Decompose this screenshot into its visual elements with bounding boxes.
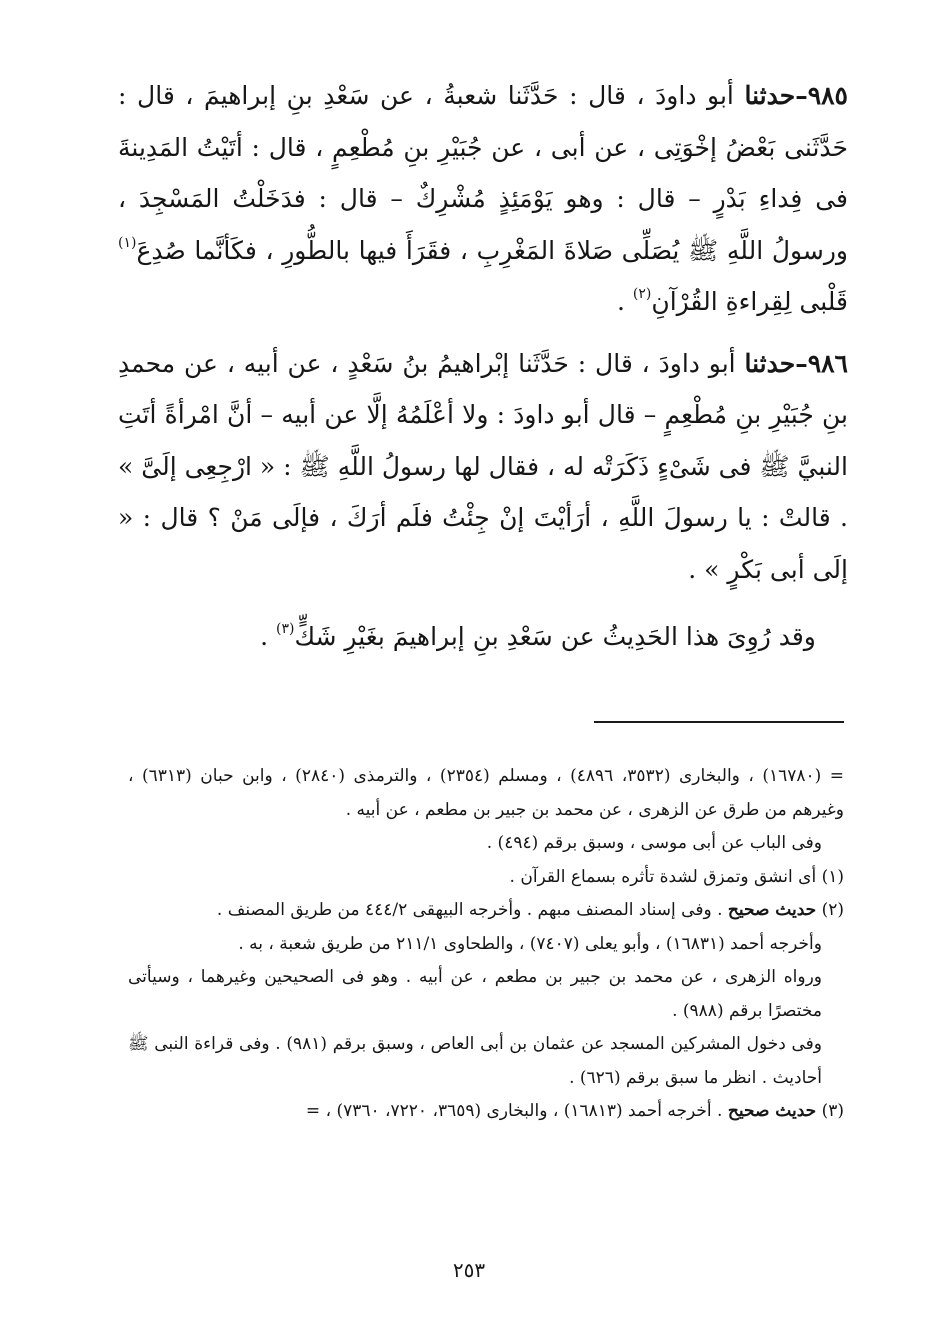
grading: حديث صحيح [727,900,817,920]
hadith-985 [118,70,848,328]
footnote-3 [128,1095,844,1129]
footnote-continuation: = (١٦٧٨٠) ، والبخارى (٣٥٣٢، ٤٨٩٦) ، ومسلم (٢٣٥٤) ، والترمذى (٢٨٤٠) ، وابن حبان (٦٣١٣) ، وغيرهم من طرق عن الزهرى ، عن محمد بن جبير بن مطعم ، عن أبيه . [128,766,845,820]
hadith-label: حدثنا [744,348,796,378]
footnote-marker-2: (٢) [632,286,652,302]
footnote-marker-3: (٣) [276,621,295,637]
footnote-2-c: ورواه الزهرى ، عن محمد بن جبير بن مطعم ، عن أبيه . وهو فى الصحيحين وغيرهما ، وسيأتى مختصرًا برقم (٩٨٨) . [128,967,822,1021]
footnote-separator [594,721,844,723]
hadith-text: أبو داودَ ، قال : حَدَّثَنا شعبةُ ، عن سَعْدِ بنِ إبراهيمَ ، قال : حَدَّثَنى بَعْضُ إخْوَتِى ، عن أبى ، عن جُبَيْرِ بنِ مُطْعِمٍ ، قال : أتَيْتُ المَدِينةَ فى فِداءِ بَدْرٍ – قال : وهو يَوْمَئِذٍ مُشْرِكٌ – قال : فدَخَلْتُ المَسْجِدَ ، ورسولُ اللَّهِ ﷺ يُصَلِّى صَلاةَ المَغْرِبِ ، فقَرَأَ فيها بالطُّورِ ، فكَأنَّما صُدِعَ [118,81,848,265]
closing-line [118,611,848,663]
closing-text: وقد رُوِىَ هذا الحَدِيثُ عن سَعْدِ بنِ إبراهيمَ بغَيْرِ شَكٍّ [294,622,816,651]
closing-end: . [260,622,276,651]
hadith-label: حدثنا [744,81,796,110]
main-text [118,70,848,663]
footnote-number: (٢) [816,900,844,920]
footnote-continuation-b: وفى الباب عن أبى موسى ، وسبق برقم (٤٩٤) . [486,833,822,853]
hadith-986 [118,338,848,596]
hadith-text: قَلْبى لِقِراءةِ القُرْآنِ [651,287,848,316]
footnote-1: (١) أى انشق وتمزق لشدة تأثره بسماع القرآن . [509,866,844,887]
footnote-number: (٣) [816,1101,844,1121]
footnote-2-d: وفى دخول المشركين المسجد عن عثمان بن أبى العاص ، وسبق برقم (٩٨١) . وفى قراءة النبى ﷺ أحاديث . انظر ما سبق برقم (٦٢٦) . [128,1034,823,1088]
hadith-number: ٩٨٦– [795,348,848,378]
hadith-number: ٩٨٥– [795,81,848,110]
footnote-2-b: وأخرجه أحمد (١٦٨٣١) ، وأبو يعلى (٧٤٠٧) ، والطحاوى ٢١١/١ من طريق شعبة ، به . [238,933,822,954]
footnote-2 [128,894,844,928]
footnote-marker-1: (١) [118,234,137,251]
footnote-text: . أخرجه أحمد (١٦٨١٣) ، والبخارى (٣٦٥٩، ٧٢٢٠، ٧٣٦٠) ، = [305,1101,728,1121]
footnote-text: . وفى إسناد المصنف مبهم . وأخرجه البيهقى ٤٤٤/٢ من طريق المصنف . [216,900,728,920]
grading: حديث صحيح [727,1101,817,1121]
hadith-text: أبو داودَ ، قال : حَدَّثَنا إبْراهيمُ بنُ سَعْدٍ ، عن أبيه ، عن محمدِ بنِ جُبَيْرِ بنِ مُطْعِمٍ – قال أبو داودَ : ولا أعْلَمُهُ إلَّا عن أبيه – أنَّ امْرأةً أتَتِ النبيَّ ﷺ فى شَىْءٍ ذَكَرَتْه له ، فقال لها رسولُ اللَّهِ ﷺ : « ارْجِعِى إلَىَّ » . قالتْ : يا رسولَ اللَّهِ ، أرَأيْتَ إنْ جِئْتُ فلَم أرَكَ ، فإلَى مَنْ ؟ قال : « إلَى أبى بَكْرٍ » . [118,348,848,584]
hadith-text: . [616,287,633,316]
page-number: ٢٥٣ [452,1258,486,1282]
footnotes [128,760,844,1129]
